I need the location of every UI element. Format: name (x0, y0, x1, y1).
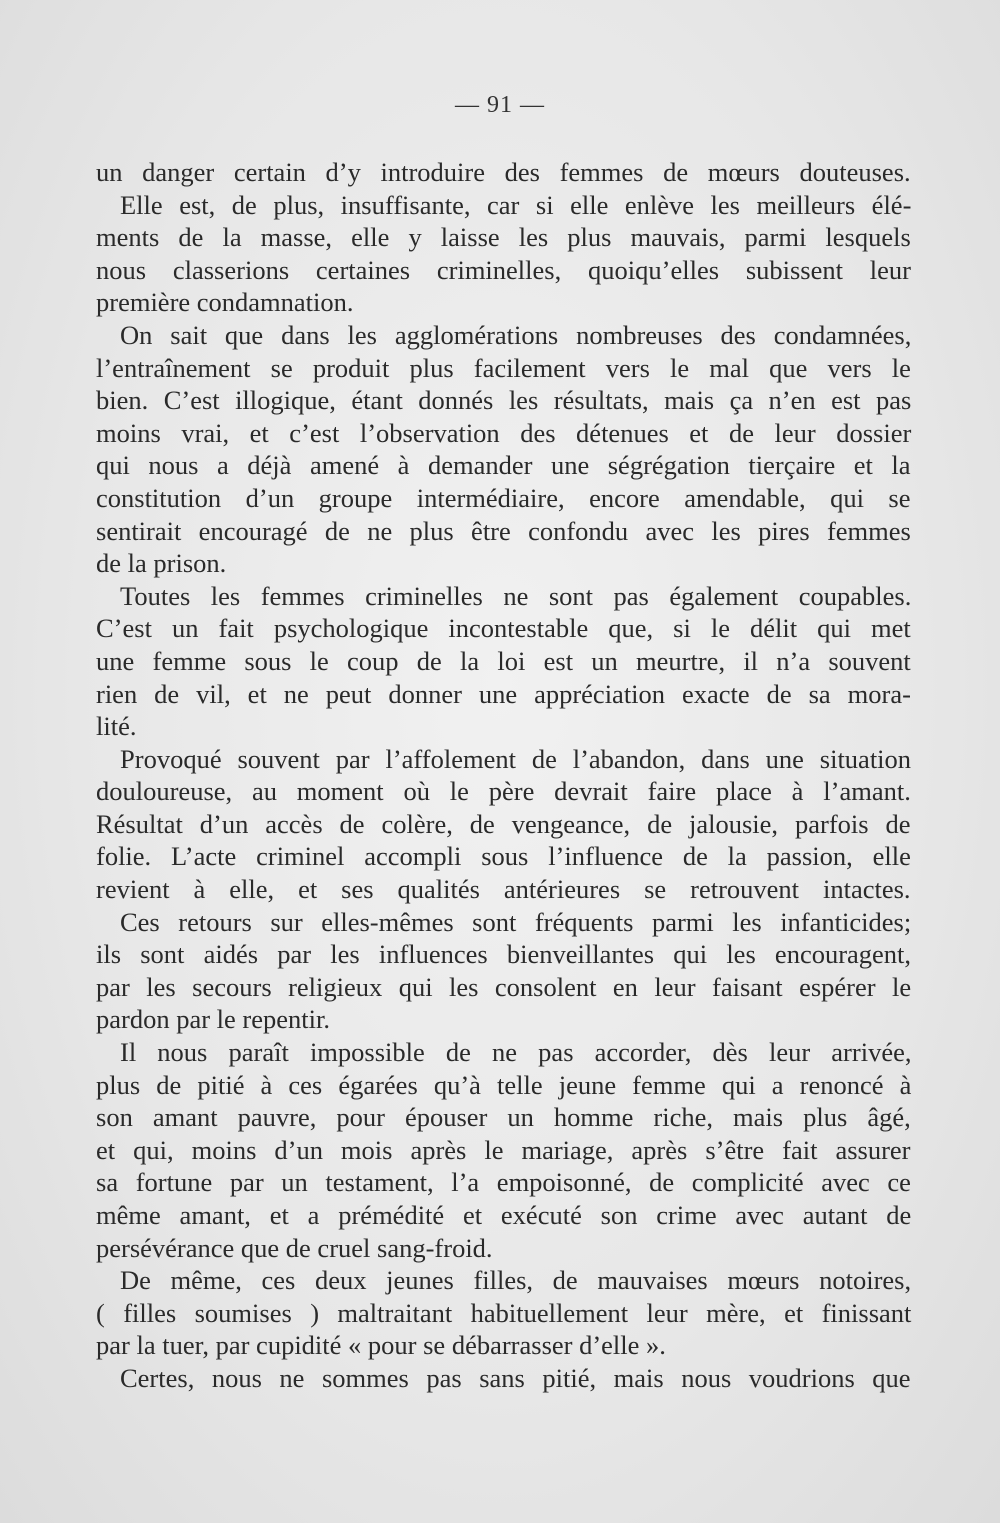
text-line: sa fortune par un testament, l’a empoisonné, de complicité avec ce (96, 1167, 911, 1198)
text-line: rien de vil, et ne peut donner une appréciation exacte de sa mora- (96, 678, 911, 709)
text-line: un danger certain d’y introduire des femmes de mœurs douteuses. (96, 157, 911, 187)
text-line: Toutes les femmes criminelles ne sont pas également coupables. (120, 580, 912, 611)
text-line: moins vrai, et c’est l’observation des détenues et de leur dossier (96, 417, 912, 448)
text-line: folie. L’acte criminel accompli sous l’influence de la passion, elle (96, 841, 911, 872)
text-line: son amant pauvre, pour épouser un homme riche, mais plus âgé, (96, 1102, 911, 1133)
text-line: pardon par le repentir. (96, 1004, 330, 1035)
text-line: revient à elle, et ses qualités antérieures se retrouvent intactes. (96, 874, 911, 905)
text-line: douloureuse, au moment où le père devrait faire place à l’amant. (96, 776, 911, 807)
text-line: première condamnation. (96, 287, 354, 318)
text-line: ( filles soumises ) maltraitant habituellement leur mère, et finissant (96, 1297, 912, 1328)
text-line: De même, ces deux jeunes filles, de mauvaises mœurs notoires, (120, 1265, 912, 1296)
text-line: ils sont aidés par les influences bienveillantes qui les encouragent, (96, 939, 912, 970)
text-line: de la prison. (96, 548, 227, 579)
text-line: lité. (96, 711, 137, 742)
text-line: Certes, nous ne sommes pas sans pitié, mais nous voudrions que (120, 1362, 911, 1393)
text-line: une femme sous le coup de la loi est un meurtre, il n’a souvent (96, 645, 911, 676)
text-line: C’est un fait psychologique incontestable que, si le délit qui met (96, 613, 911, 644)
text-line: l’entraînement se produit plus facilement vers le mal que vers le (96, 352, 911, 383)
text-line: qui nous a déjà amené à demander une ségrégation tierçaire et la (96, 450, 911, 481)
text-line: Résultat d’un accès de colère, de vengeance, de jalousie, parfois de (96, 808, 911, 839)
text-line: plus de pitié à ces égarées qu’à telle jeune femme qui a renoncé à (96, 1069, 912, 1100)
text-line: même amant, et a prémédité et exécuté son crime avec autant de (96, 1200, 912, 1230)
text-line: sentirait encouragé de ne plus être confondu avec les pires femmes (96, 515, 911, 546)
text-line: persévérance que de cruel sang-froid. (96, 1232, 493, 1263)
text-line: Ces retours sur elles-mêmes sont fréquents parmi les infanticides; (120, 906, 912, 937)
text-line: On sait que dans les agglomérations nombreuses des condamnées, (120, 319, 912, 350)
body-text (96, 156, 911, 1395)
text-line: bien. C’est illogique, étant donnés les résultats, mais ça n’en est pas (96, 385, 912, 416)
text-line: et qui, moins d’un mois après le mariage, après s’être fait assurer (96, 1134, 911, 1165)
text-line: Provoqué souvent par l’affolement de l’abandon, dans une situation (120, 743, 912, 774)
text-line: ments de la masse, elle y laisse les plus mauvais, parmi lesquels (96, 222, 911, 253)
page-number: — 91 — (455, 92, 545, 118)
text-line: par la tuer, par cupidité « pour se débarrasser d’elle ». (96, 1330, 666, 1361)
text-line: nous classerions certaines criminelles, quoiqu’elles subissent leur (96, 254, 911, 285)
text-line: par les secours religieux qui les consolent en leur faisant espérer le (96, 971, 912, 1002)
text-line: Elle est, de plus, insuffisante, car si elle enlève les meilleurs élé- (120, 189, 912, 220)
text-line: constitution d’un groupe intermédiaire, encore amendable, qui se (96, 482, 911, 513)
text-line: Il nous paraît impossible de ne pas accorder, dès leur arrivée, (120, 1037, 912, 1068)
